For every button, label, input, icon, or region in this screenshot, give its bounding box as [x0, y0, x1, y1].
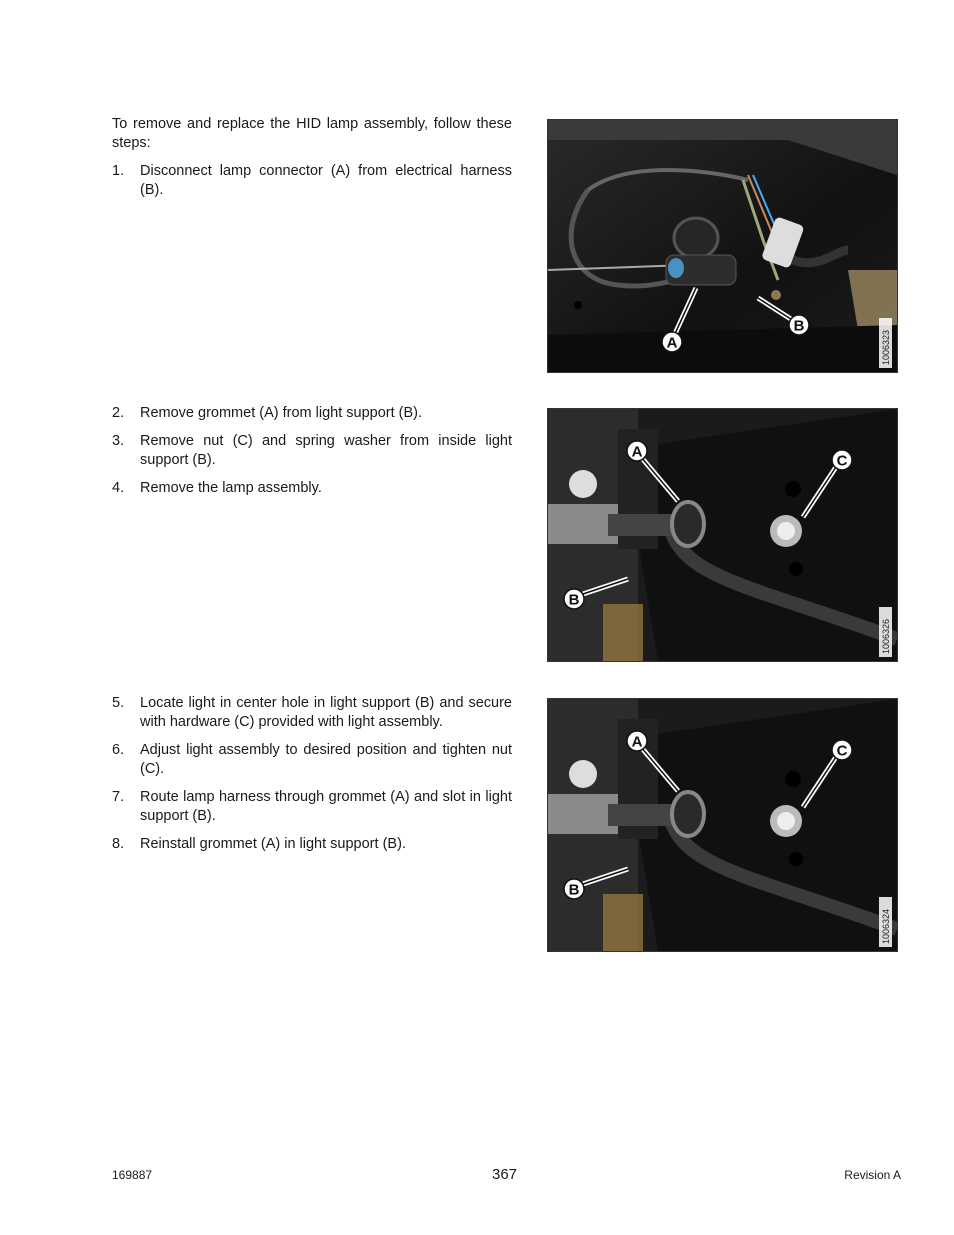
- figure-id: 1006323: [881, 329, 891, 365]
- step-number: 8.: [112, 836, 125, 852]
- step-number: 1.: [112, 163, 125, 179]
- step-number: 3.: [112, 433, 125, 449]
- callout-a: [627, 441, 647, 461]
- step-item: [112, 741, 512, 779]
- intro-paragraph: To remove and replace the HID lamp assembly, follow these steps:: [112, 116, 512, 151]
- step-text: Locate light in center hole in light support (B) and secure with hardware (C) provided with light assembly.: [140, 695, 512, 730]
- figure-grommet-removal-photo: [547, 408, 898, 662]
- callout-a: [627, 731, 647, 751]
- svg-text:A: A: [666, 334, 678, 352]
- svg-text:B: B: [568, 591, 580, 609]
- step-item: [112, 835, 512, 854]
- callout-a: [662, 332, 682, 352]
- callout-b: [789, 315, 809, 335]
- step-text: Remove grommet (A) from light support (B).: [140, 405, 423, 421]
- step-text: Route lamp harness through grommet (A) and slot in light support (B).: [140, 789, 512, 824]
- step-item: [112, 479, 512, 498]
- step-item: [112, 694, 512, 732]
- step-text: Remove nut (C) and spring washer from inside light support (B).: [140, 433, 512, 468]
- step-item: [112, 432, 512, 470]
- callout-b: [564, 589, 584, 609]
- svg-text:C: C: [836, 452, 848, 470]
- svg-text:B: B: [793, 317, 805, 335]
- step-text: Reinstall grommet (A) in light support (B).: [140, 836, 406, 852]
- photo-lamp-connector: [548, 120, 897, 372]
- figure-id: 1006324: [881, 908, 891, 944]
- step-number: 2.: [112, 405, 125, 421]
- step-text: Disconnect lamp connector (A) from electrical harness (B).: [140, 163, 512, 198]
- step-item: [112, 162, 512, 200]
- step-number: 4.: [112, 480, 125, 496]
- step-item: [112, 404, 512, 423]
- steps-list-3: [112, 694, 512, 863]
- step-text: Remove the lamp assembly.: [140, 480, 322, 496]
- photo-light-support-install: [548, 699, 897, 951]
- step-number: 5.: [112, 695, 125, 711]
- photo-light-support: [548, 409, 897, 661]
- callout-c: [832, 740, 852, 760]
- steps-list-1: [112, 162, 512, 209]
- svg-text:A: A: [631, 733, 643, 751]
- figure-lamp-install-photo: [547, 698, 898, 952]
- step-item: [112, 788, 512, 826]
- step-number: 7.: [112, 789, 125, 805]
- callout-b: [564, 879, 584, 899]
- svg-text:A: A: [631, 443, 643, 461]
- footer-doc-number: 169887: [112, 1168, 153, 1182]
- callout-c: [832, 450, 852, 470]
- figure-id: 1006326: [881, 618, 891, 654]
- figure-lamp-connector-photo: [547, 119, 898, 373]
- svg-text:C: C: [836, 742, 848, 760]
- steps-list-2: [112, 404, 512, 507]
- footer-revision: Revision A: [844, 1168, 901, 1182]
- svg-text:B: B: [568, 881, 580, 899]
- step-text: Adjust light assembly to desired position and tighten nut (C).: [140, 742, 512, 777]
- footer-page-number: 367: [492, 1166, 518, 1183]
- step-number: 6.: [112, 742, 125, 758]
